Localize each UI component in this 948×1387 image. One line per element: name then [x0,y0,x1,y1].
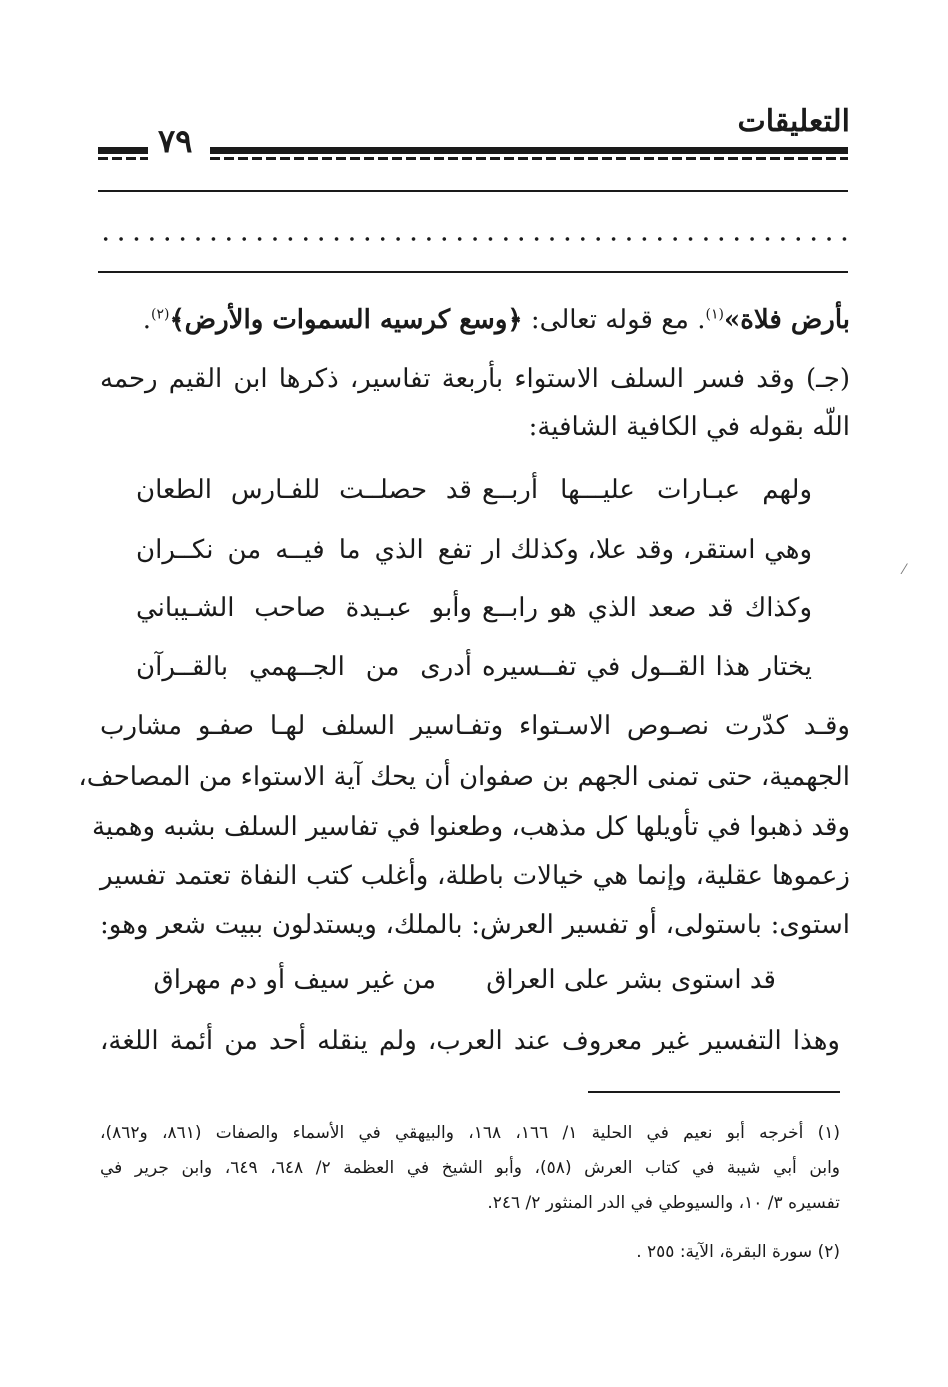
dotted-separator [98,236,848,242]
poem-hemistich-1: قد استوى بشر على العراق [486,965,776,995]
quran-verse: ﴿وسع كرسيه السموات والأرض﴾ [169,305,523,335]
body-text: . [142,305,151,335]
poem-hemistich-2: من غير سيف أو دم مهراق [153,965,436,995]
footnote-ref-1: (١) [705,306,724,323]
scan-mark: ⁄ [903,562,906,578]
verse-4-hemistich-1: يختار هذا القــول في تفــسيره [482,652,812,682]
header-rule-dashed [210,157,848,160]
page-number: ٧٩ [158,122,193,160]
body-line-2: (جـ) وقد فسر السلف الاستواء بأربعة تفاسير، ذكرها ابن القيم رحمه [100,364,850,394]
header-rule-short-dashed [98,157,148,160]
header-rule [210,147,848,154]
footnote-1-line-1: (١) أخرجه أبو نعيم في الحلية ١/ ١٦٦، ١٦٨، والبيهقي في الأسماء والصفات (٨٦١، و٨٦٢)، [100,1123,841,1143]
para-line-2: الجهمية، حتى تمنى الجهم بن صفوان أن يحك آية الاستواء من المصاحف، [78,762,850,792]
footnote-2: (٢) سورة البقرة، الآية: ٢٥٥ . [636,1242,840,1262]
footnote-1-line-2: وابن أبي شيبة في كتاب العرش (٥٨)، وأبو الشيخ في العظمة ٢/ ٦٤٨، ٦٤٩، وابن جرير في [100,1158,840,1178]
para-line-4: زعموها عقلية، وإنما هي خيالات باطلة، وأغلب كتب النفاة تعتمد تفسير [100,861,850,891]
running-header-title: التعليقات [737,104,850,139]
footnote-ref-2: (٢) [150,306,170,323]
footnote-1-line-3: تفسيره ٣/ ١٠، والسيوطي في الدر المنثور ٢/ ٢٤٦. [487,1193,840,1213]
verse-2-hemistich-2: تفع الذي ما فيــه من نكــران [136,535,472,565]
para-line-3: وقد ذهبوا في تأويلها كل مذهب، وطعنوا في تفاسير السلف بشبه وهمية [91,812,850,842]
verse-4-hemistich-2: أدرى من الجــهمي بالقــرآن [136,652,472,682]
verse-3-hemistich-1: وكذاك قد صعد الذي هو رابــع [482,593,812,623]
para-line-1: وقـد كدّرت نصـوص الاسـتواء وتفـاسير السلف لهـا صفـو مشارب [100,711,850,741]
body-last-line: وهذا التفسير غير معروف عند العرب، ولم ينقله أحد من أئمة اللغة، [100,1026,840,1056]
bottom-divider [98,271,848,273]
verse-3-hemistich-2: وأبو عبـيدة صاحب الشـيباني [136,593,472,623]
quote-fragment: بأرض فلاة» [723,305,850,335]
verse-1-hemistich-2: قد حصلــت للفـارس الطعان [136,475,472,505]
body-text: . مع قوله تعالى: [522,305,706,335]
header-rule-short [98,147,148,154]
body-line-3: اللّه بقوله في الكافية الشافية: [528,412,850,442]
para-line-5: استوى: باستولى، أو تفسير العرش: بالملك، ويستدلون ببيت شعر وهو: [100,910,850,940]
verse-2-hemistich-1: وهي استقر، وقد علا، وكذلك ار [482,535,812,565]
top-divider [98,190,848,192]
verse-1-hemistich-1: ولهم عبـارات عليـــها أربــع [482,475,812,505]
footnote-separator [588,1091,840,1093]
body-line-1 [100,300,850,340]
